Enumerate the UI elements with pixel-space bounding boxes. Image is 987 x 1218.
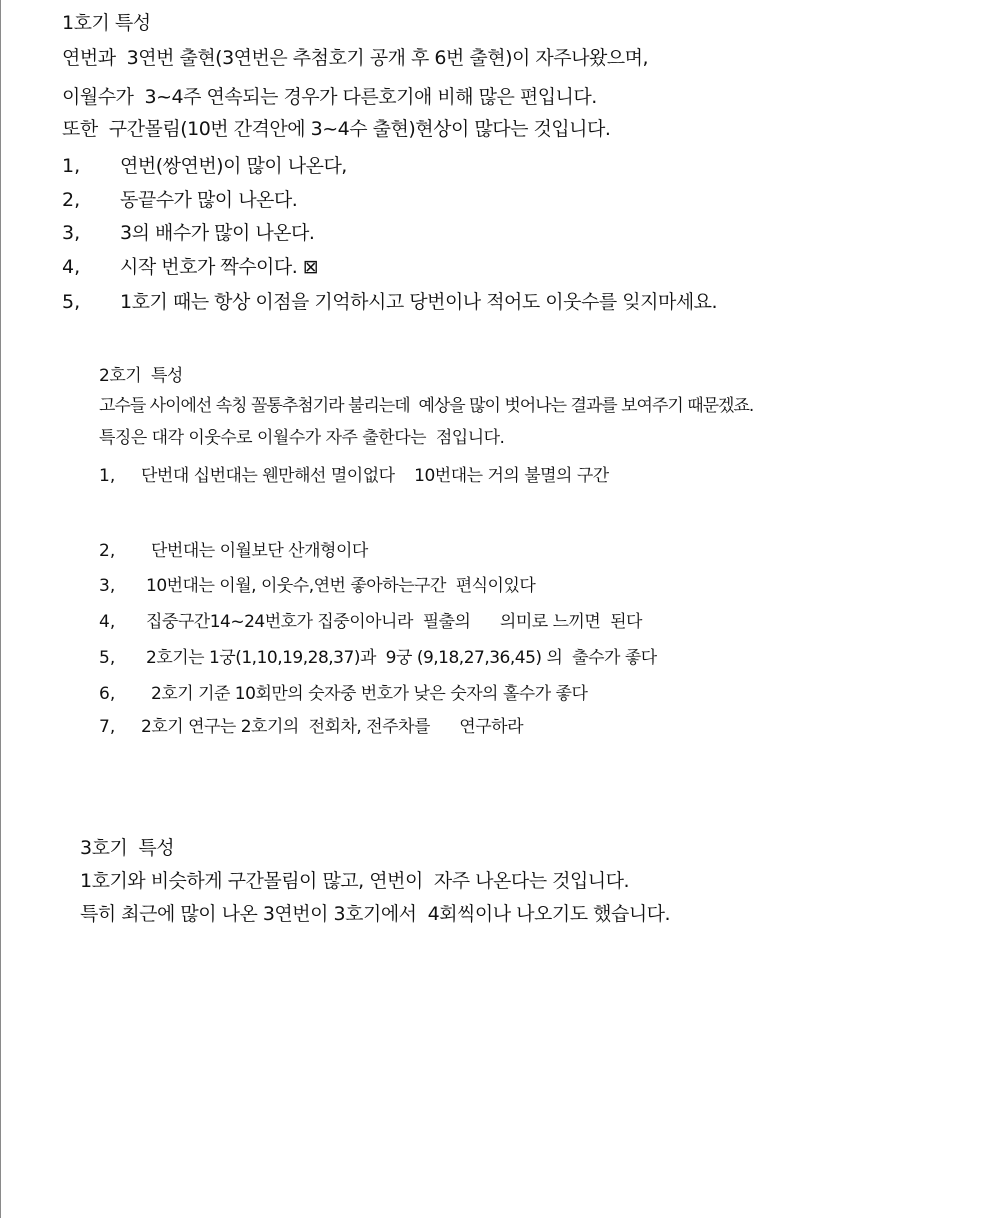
section2-item-number: 2,	[99, 541, 116, 561]
section1-item-text: 1호기 때는 항상 이점을 기억하시고 당번이나 적어도 이웃수를 잊지마세요.	[120, 291, 718, 313]
section2-item-text: 단번대는 이월보단 산개형이다	[151, 541, 368, 561]
section1-item-number: 3,	[62, 222, 81, 244]
section2-intro-line: 특징은 대각 이웃수로 이월수가 자주 출한다는 점입니다.	[99, 428, 505, 448]
section2-item-text: 2호기는 1궁(1,10,19,28,37)과 9궁 (9,18,27,36,45) 의 출수가 좋다	[146, 648, 657, 668]
section2-item-number: 5,	[99, 648, 116, 668]
section1-item-number: 2,	[62, 189, 81, 211]
section1-item-text: 시작 번호가 짝수이다. ⊠	[120, 256, 319, 278]
section3-title: 3호기 특성	[80, 837, 175, 859]
section1-item-number: 5,	[62, 291, 81, 313]
section1-item-number: 1,	[62, 155, 81, 177]
section3-intro-line: 특히 최근에 많이 나온 3연번이 3호기에서 4회씩이나 나오기도 했습니다.	[80, 903, 671, 925]
section2-item-number: 3,	[99, 576, 116, 596]
page-left-border	[0, 0, 1, 1218]
section2-item-text: 단번대 십번대는 웬만해선 멸이없다 10번대는 거의 불멸의 구간	[141, 466, 609, 486]
section3-intro-line: 1호기와 비슷하게 구간몰림이 많고, 연번이 자주 나온다는 것입니다.	[80, 870, 630, 892]
section2-title: 2호기 특성	[99, 366, 183, 386]
section1-item-number: 4,	[62, 256, 81, 278]
section2-item-number: 7,	[99, 717, 116, 737]
section1-item-text: 동끝수가 많이 나온다.	[120, 189, 298, 211]
section1-item-text: 연번(쌍연번)이 많이 나온다,	[120, 155, 347, 177]
section1-intro-line: 이월수가 3~4주 연속되는 경우가 다른호기애 비해 많은 편입니다.	[62, 86, 597, 108]
section2-item-text: 집중구간14~24번호가 집중이아니라 필출의 의미로 느끼면 된다	[146, 612, 642, 632]
section1-intro-line: 또한 구간몰림(10번 간격안에 3~4수 출현)현상이 많다는 것입니다.	[62, 118, 611, 140]
section2-item-number: 1,	[99, 466, 116, 486]
section1-title: 1호기 특성	[62, 12, 151, 34]
section1-intro-line: 연번과 3연번 출현(3연번은 추첨호기 공개 후 6번 출현)이 자주나왔으며,	[62, 47, 649, 69]
section2-item-number: 4,	[99, 612, 116, 632]
section2-intro-line: 고수들 사이에선 속칭 꼴통추첨기라 불리는데 예상을 많이 벗어나는 결과를 보여주기 때문겠죠.	[99, 396, 754, 416]
section2-item-text: 10번대는 이월, 이웃수,연번 좋아하는구간 편식이있다	[146, 576, 536, 596]
section2-item-number: 6,	[99, 684, 116, 704]
section1-item-text: 3의 배수가 많이 나온다.	[120, 222, 315, 244]
section2-item-text: 2호기 기준 10회만의 숫자중 번호가 낮은 숫자의 홀수가 좋다	[151, 684, 588, 704]
section2-item-text: 2호기 연구는 2호기의 전회차, 전주차를 연구하라	[141, 717, 523, 737]
